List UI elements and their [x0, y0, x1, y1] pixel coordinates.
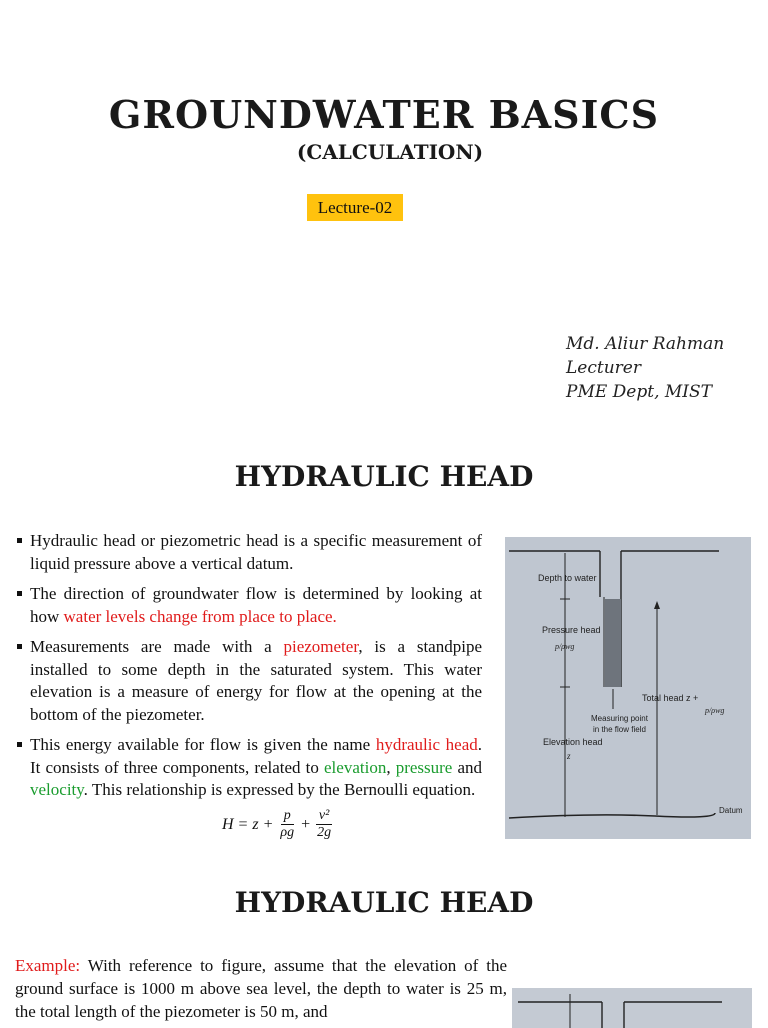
- datum-label: Datum: [719, 806, 743, 815]
- highlight-text: water levels change from place to place.: [63, 606, 337, 626]
- bullet-text: . This relationship is expressed by the Bernoulli equation.: [83, 780, 476, 799]
- example-paragraph: [15, 954, 507, 1023]
- bullet-item: [14, 530, 482, 575]
- measuring-point-label: Measuring point: [591, 714, 648, 723]
- measuring-point-label: in the flow field: [593, 725, 646, 734]
- bullet-text: Hydraulic head or piezometric head is a specific measurement of liquid pressure above a vertical datum.: [30, 531, 482, 573]
- bullet-text: Measurements are made with a: [30, 637, 284, 656]
- fraction-numerator: p: [281, 808, 294, 825]
- slide-title: GROUNDWATER BASICS: [108, 92, 660, 137]
- bullet-text: . It consists of three components, related to: [30, 735, 482, 777]
- highlight-text: hydraulic head: [375, 735, 478, 754]
- author-department: PME Dept, MIST: [566, 382, 712, 402]
- elevation-label: Elevation head: [543, 737, 603, 747]
- fraction-denominator: 2g: [317, 825, 332, 840]
- bullet-list: [14, 530, 482, 810]
- section-heading: HYDRAULIC HEAD: [234, 886, 534, 919]
- highlight-text: piezometer: [283, 637, 359, 656]
- piezometer-figure-partial: [512, 988, 752, 1028]
- bullet-item: [14, 636, 482, 726]
- bullet-item: [14, 583, 482, 628]
- bernoulli-equation: [222, 808, 334, 841]
- punctuation: ,: [386, 757, 391, 777]
- bullet-item: [14, 734, 482, 802]
- highlight-text: pressure: [395, 757, 453, 777]
- lecture-badge: Lecture-02: [307, 194, 403, 221]
- elevation-variable: z: [567, 751, 571, 761]
- bullet-text: and: [452, 757, 483, 777]
- bullet-text: The direction of groundwater flow is determined by looking at how: [30, 584, 482, 626]
- author-block: [566, 332, 724, 404]
- slide-subtitle: (CALCULATION): [296, 140, 484, 164]
- example-label: Example:: [15, 956, 81, 975]
- equation-fraction: [277, 808, 297, 841]
- highlight-text: velocity: [30, 780, 84, 799]
- section-heading: HYDRAULIC HEAD: [234, 460, 534, 493]
- depth-label: Depth to water: [538, 573, 597, 583]
- bullet-text: This energy available for flow is given the name: [30, 735, 376, 754]
- author-position: Lecturer: [566, 358, 641, 378]
- equation-lhs: H = z +: [222, 815, 274, 833]
- example-slide: [0, 870, 768, 1024]
- total-head-label: Total head z +: [642, 693, 699, 703]
- bullet-text: , is a standpipe installed to some depth in the saturated system. This water elevation is a measure of energy for flow at the opening at the bottom of the piezometer.: [30, 637, 482, 724]
- example-text: With reference to figure, assume that the elevation of the ground surface is 1000 m above sea level, the depth to water is 25 m, the total length of the piezometer is 50 m, and: [15, 956, 507, 1021]
- author-name: Md. Aliur Rahman: [566, 334, 725, 354]
- piezometer-diagram: [512, 988, 752, 1028]
- highlight-text: elevation: [324, 757, 387, 777]
- fraction-denominator: ρg: [280, 825, 295, 840]
- piezometer-figure: [505, 537, 751, 839]
- total-head-fraction: p/ρwg: [705, 706, 725, 715]
- piezometer-diagram: [505, 537, 751, 839]
- pressure-label: Pressure head: [542, 625, 601, 635]
- equation-plus: +: [301, 815, 311, 833]
- equation-fraction: [314, 808, 334, 841]
- fraction-numerator: v²: [316, 808, 332, 825]
- hydraulic-head-slide: [0, 440, 768, 870]
- title-slide: [0, 0, 768, 440]
- pressure-fraction: p/ρwg: [555, 642, 575, 651]
